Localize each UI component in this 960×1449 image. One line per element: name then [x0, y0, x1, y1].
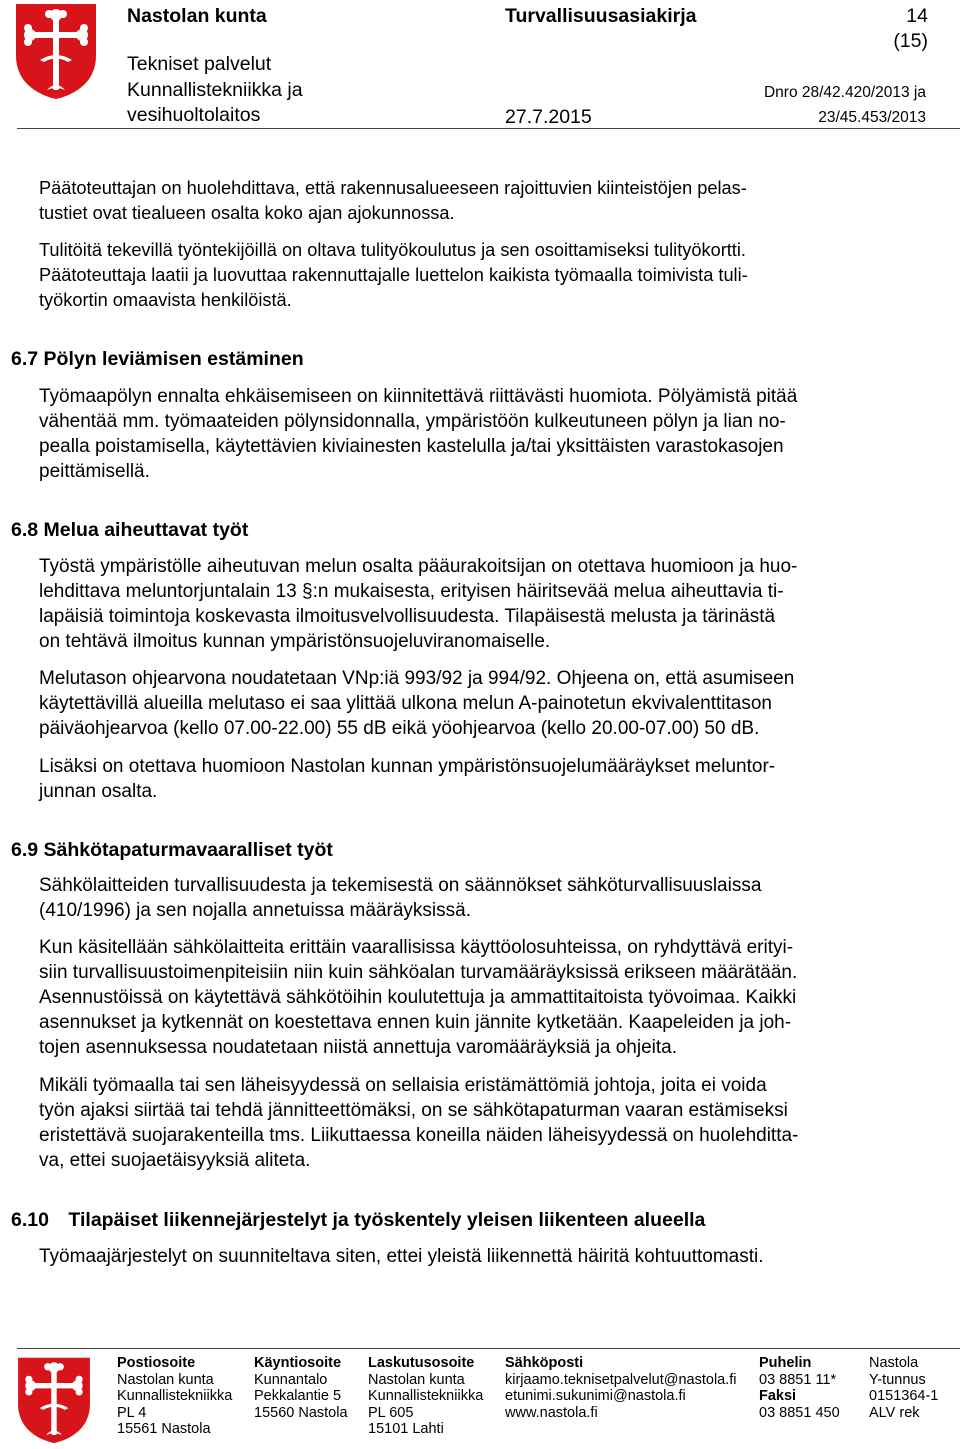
- website-link[interactable]: www.nastola.fi: [505, 1404, 598, 1421]
- email-link[interactable]: etunimi.sukunimi@nastola.fi: [505, 1388, 686, 1405]
- footer-divider: [17, 1348, 960, 1349]
- section-6-8-paragraph-2: Melutason ohjearvona noudatetaan VNp:iä 993/92 ja 994/92. Ohjeena on, että asumiseen käytettävillä alueilla melutaso ei saa ylittää ulkona melun A-painotetun ekvivalenttitason päiväohjearvoa (kello 07.00-22.00) 55 dB eikä yöohjearvoa (kello 20.00-07.00) 50 dB.: [39, 668, 795, 739]
- record-number-block: [764, 80, 926, 130]
- header-divider: [17, 128, 960, 129]
- section-6-7-heading: [11, 346, 304, 372]
- record-number-line-1: Dnro 28/42.420/2013 ja: [763, 84, 926, 101]
- footer-label: Postiosoite: [117, 1355, 196, 1371]
- organization-name: Nastolan kunta: [127, 5, 267, 27]
- section-6-10-heading: [11, 1207, 705, 1233]
- section-number: 6.9: [11, 839, 39, 861]
- footer-label: Puhelin: [759, 1355, 812, 1371]
- document-date: 27.7.2015: [505, 106, 592, 128]
- section-6-10-paragraph-1: Työmaajärjestelyt on suunniteltava siten, ettei yleistä liikennettä häiritä kohtuuttomasti.: [39, 1246, 764, 1267]
- section-title: Sähkötapaturmavaaralliset työt: [43, 839, 333, 861]
- footer-billing-address: Laskutusosoite Nastolan kunta Kunnallistekniikka PL 605 15101 Lahti: [368, 1355, 484, 1438]
- section-title: Tilapäiset liikennejärjestelyt ja työskentely yleisen liikenteen alueella: [68, 1209, 706, 1231]
- footer-coat-of-arms-icon: [14, 1356, 94, 1444]
- footer-visiting-address: Käyntiosoite Kunnantalo Pekkalantie 5 15560 Nastola: [254, 1355, 348, 1421]
- email-link[interactable]: kirjaamo.teknisetpalvelut@nastola.fi: [505, 1371, 737, 1388]
- footer-label: Laskutusosoite: [368, 1355, 475, 1371]
- section-6-8-paragraph-1: Työstä ympäristölle aiheutuvan melun osalta pääurakoitsijan on otettava huomioon ja huo- lehdittava meluntorjuntalain 13 §:n mukaisesta, erityisen häiritsevää melua aiheuttavia ti- lapäisiä toimintoja koskevasta ilmoitusvelvollisuudesta. Tilapäisestä melusta ja tärinästä on tehtävä ilmoitus kunnan ympäristönsuojeluviranomaiselle.: [39, 556, 798, 652]
- section-6-9-paragraph-1: Sähkölaitteiden turvallisuudesta ja tekemisestä on säännökset sähköturvallisuuslaissa (410/1996) ja sen nojalla annetuissa määräyksissä.: [39, 875, 762, 921]
- section-6-9-paragraph-2: Kun käsitellään sähkölaitteita erittäin vaarallisissa käyttöolosuhteissa, on ryhdyttävä erityi- siin turvallisuustoimenpiteisiin niin kuin sähköalan turvamääräyksissä erikseen määrätään. Asennustöissä on käytettävä sähkötöihin koulutettuja ja ammattitaitoista työvoimaa. Kaikki asennukset ja kytkennät on koestettava ennen kuin jännite kytketään. Kaapeleiden ja joh- tojen asennuksessa noudatetaan niistä annettuja varomääräyksiä ja ohjeita.: [39, 937, 798, 1058]
- section-6-9-paragraph-3: Mikäli työmaalla tai sen läheisyydessä on sellaisia eristämättömiä johtoja, joita ei voida työn ajaksi siirtää tai tehdä jännitteettömäksi, on se sähkötapaturman vaaran estämiseksi eristettävä suojarakenteilla tms. Liikuttaessa koneilla näiden läheisyydessä on huolehditta- va, ettei suojaetäisyyksiä aliteta.: [39, 1075, 799, 1171]
- footer-postal-address: Postiosoite Nastolan kunta Kunnallistekniikka PL 4 15561 Nastola: [117, 1355, 233, 1438]
- fax-number: 03 8851 450: [759, 1404, 840, 1421]
- intro-paragraph-2: Tulitöitä tekevillä työntekijöillä on oltava tulityökoulutus ja sen osoittamiseksi tulityökortti. Päätoteuttaja laatii ja luovuttaa rakennuttajalle luettelon kaikista työmaalla toimivista tuli- työkortin omaavista henkilöistä.: [39, 240, 748, 310]
- section-number: 6.10: [11, 1209, 49, 1231]
- footer-label: Sähköposti: [505, 1355, 584, 1371]
- footer-phone: [759, 1355, 840, 1421]
- footer-company-info: Nastola Y-tunnus 0151364-1 ALV rek: [869, 1355, 939, 1421]
- fax-label: Faksi: [759, 1388, 797, 1405]
- header-organization-block: [127, 3, 303, 129]
- page-total: (15): [893, 30, 928, 52]
- section-title: Melua aiheuttavat työt: [43, 519, 249, 541]
- intro-paragraph-1: Päätoteuttajan on huolehdittava, että rakennusalueeseen rajoittuvien kiinteistöjen pelas- tustiet ovat tiealueen osalta koko ajan ajokunnossa.: [39, 178, 747, 223]
- header-document-block: [505, 3, 697, 30]
- record-number-line-2: 23/45.453/2013: [818, 109, 926, 126]
- footer-email: [505, 1355, 737, 1421]
- footer-label: Käyntiosoite: [254, 1355, 342, 1371]
- page-number-block: [893, 4, 928, 54]
- page-number: 14: [906, 5, 928, 27]
- section-title: Pölyn leviämisen estäminen: [43, 348, 304, 370]
- department-line-1: Tekniset palvelut: [127, 53, 272, 75]
- section-number: 6.8: [11, 519, 39, 541]
- department-line-2: Kunnallistekniikka ja: [127, 78, 303, 101]
- section-6-9-heading: [11, 837, 333, 863]
- phone-number: 03 8851 11*: [759, 1371, 837, 1388]
- document-title: Turvallisuusasiakirja: [505, 5, 697, 27]
- section-number: 6.7: [11, 348, 39, 370]
- section-6-7-paragraph-1: Työmaapölyn ennalta ehkäisemiseen on kiinnitettävä riittävästi huomiota. Pölyämistä pitää vähentää mm. työmaateiden pölynsidonnalla, ympäristöön kulkeutuneen pölyn ja lian no- pealla poistamisella, käytettävien kiviainesten kastelulla ja/tai yksittäisten varastokasojen peittämisellä.: [39, 386, 798, 482]
- section-6-8-paragraph-3: Lisäksi on otettava huomioon Nastolan kunnan ympäristönsuojelumääräykset meluntor- junnan osalta.: [39, 756, 776, 802]
- section-6-8-heading: [11, 517, 248, 543]
- department-line-3: vesihuoltolaitos: [127, 104, 261, 126]
- header-coat-of-arms-icon: [14, 2, 98, 100]
